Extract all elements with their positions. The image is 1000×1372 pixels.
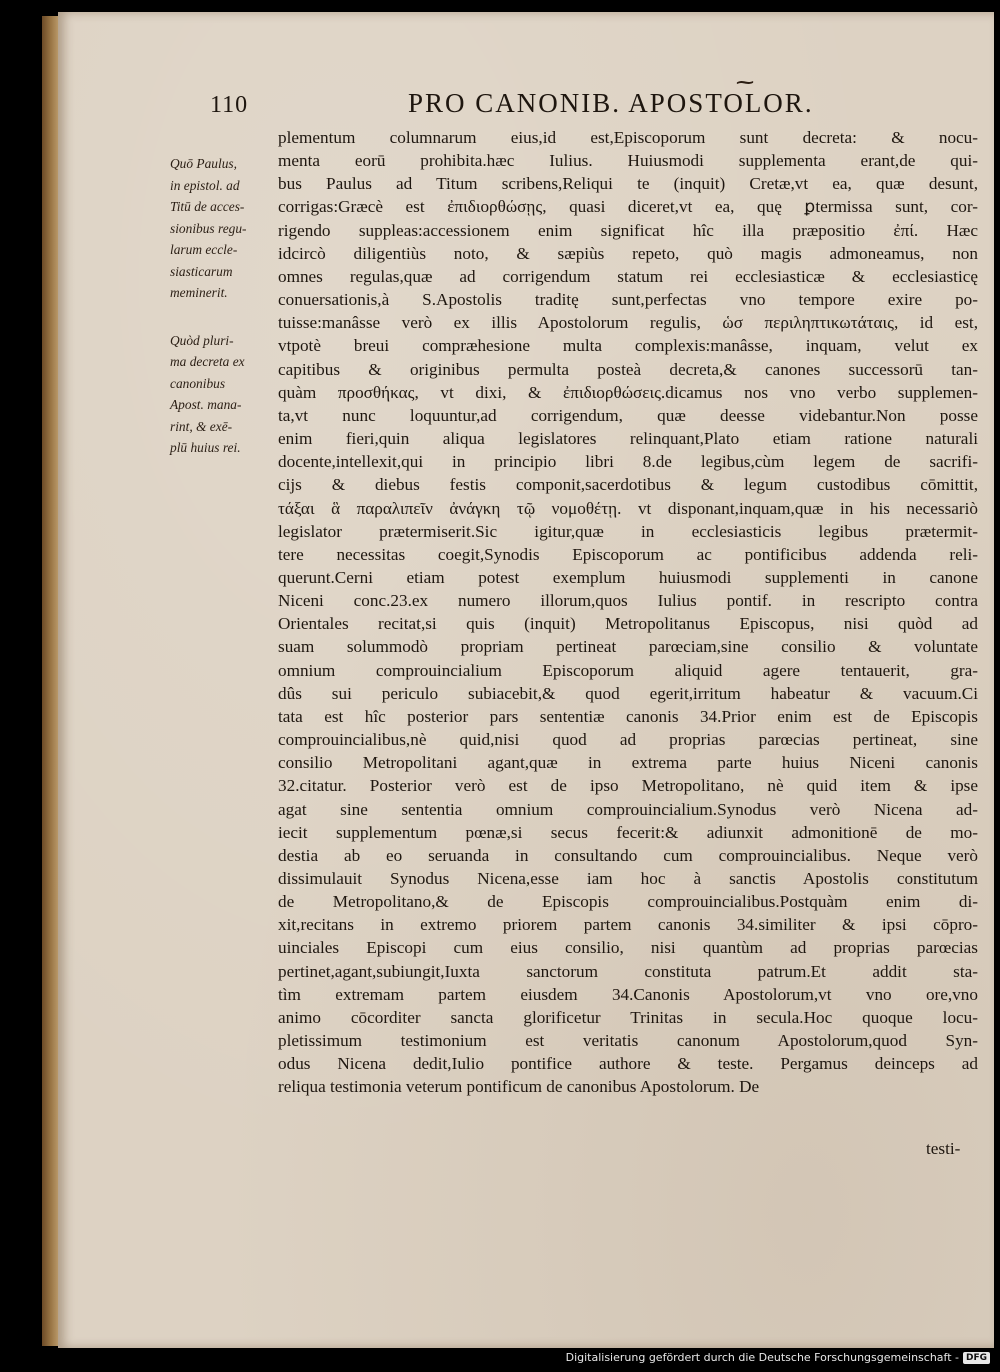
text-line: corrigas:Græcè est ἐπιδιορθώσῃς, quasi diceret,vt ea, quę ꝑtermissa sunt, cor- xyxy=(278,197,978,217)
text-line: odus Nicena dedit,Iulio pontifice authore & teste. Pergamus deinceps ad xyxy=(278,1054,978,1074)
text-line: uinciales Episcopi cum eius consilio, nisi quantùm ad proprias parœcias xyxy=(278,938,978,958)
margin-note-line: Apost. mana- xyxy=(170,397,242,412)
margin-note-line: sionibus regu- xyxy=(170,220,247,236)
text-line: pletissimum testimonium est veritatis canonum Apostolorum,quod Syn- xyxy=(278,1031,978,1051)
text-line: idcircò diligentiùs noto, & sæpiùs repeto, quò magis admoneamus, non xyxy=(278,243,978,263)
text-line: de Metropolitano,& de Episcopis comprouincialibus.Postquàm enim di- xyxy=(278,892,978,912)
text-line: consilio Metropolitani agant,quæ in extrema parte huius Niceni canonis xyxy=(278,753,978,773)
text-line: tere necessitas coegit,Synodis Episcoporum ac pontificibus addenda reli- xyxy=(278,544,978,564)
main-text-block xyxy=(278,126,978,1099)
margin-note-line: siasticarum xyxy=(170,263,233,279)
text-line: cijs & diebus festis componit,sacerdotibus & legum custodibus cōmittit, xyxy=(278,475,978,495)
text-line: comprouincialibus,nè quid,nisi quod ad proprias parœcias pertineat, sine xyxy=(278,730,978,750)
text-line: ta,vt nunc loquuntur,ad corrigendum, quæ deesse videbantur.Non posse xyxy=(278,405,978,425)
text-line: legislator prætermiserit.Sic igitur,quæ in ecclesiasticis legibus prætermit- xyxy=(278,521,978,541)
footer-credit-text: Digitalisierung gefördert durch die Deutsche Forschungsgemeinschaft - xyxy=(565,1351,959,1364)
text-line: vtpotè breui compræhesione multa complexis:manâsse, inquam, velut ex xyxy=(278,336,978,356)
margin-note-line: in epistol. ad xyxy=(170,177,240,193)
text-line: enim fieri,quin aliqua legislatores relinquant,Plato etiam ratione naturali xyxy=(278,429,978,449)
text-line: pertinet,agant,subiungit,Iuxta sanctorum constituta patrum.Et addit sta- xyxy=(278,961,978,981)
margin-note xyxy=(170,330,276,459)
text-line: menta eorū prohibita.hæc Iulius. Huiusmodi supplementa erant,de qui- xyxy=(278,151,978,171)
text-line: agat sine sententia omnium comprouincialium.Synodus verò Nicena ad- xyxy=(278,799,978,819)
text-line: capitibus & originibus permulta posteà decreta,& canones successorū tan- xyxy=(278,359,978,379)
margin-note-line: Quō Paulus, xyxy=(170,156,237,171)
margin-note-line: ma decreta ex xyxy=(170,354,245,369)
text-line: omnes regulas,quæ ad corrigendum statum rei ecclesiasticæ & ecclesiasticę xyxy=(278,266,978,286)
text-line: destia ab eo seruanda in consultando cum comprouincialibus. Neque verò xyxy=(278,845,978,865)
catchword: testi- xyxy=(926,1139,961,1158)
margin-note-line: plū huius rei. xyxy=(170,440,241,455)
text-line: bus Paulus ad Titum scribens,Reliqui te (inquit) Cretæ,vt ea, quæ desunt, xyxy=(278,174,978,194)
text-line: dûs sui periculo subiacebit,& quod egerit,irritum habeatur & vacuum.Ci xyxy=(278,683,978,703)
text-line: docente,intellexit,qui in principio libri 8.de legibus,cùm legem de sacrifi- xyxy=(278,452,978,472)
digitization-footer xyxy=(566,1351,990,1364)
margin-note-line: Titū de acces- xyxy=(170,199,245,214)
running-head: PRO CANONIB. APOSTOLOR. xyxy=(408,88,814,118)
text-line: 32.citatur. Posterior verò est de ipso Metropolitano, nè quid item & ipse xyxy=(278,776,978,796)
text-line: Orientales recitat,si quis (inquit) Metropolitanus Episcopus, nisi quòd ad xyxy=(278,614,978,634)
text-line: xit,recitans in extremo priorem partem canonis 34.similiter & ipsi cōpro- xyxy=(278,915,978,935)
margin-note-line: rint, & exē- xyxy=(170,418,233,434)
text-line: conuersationis,à S.Apostolis traditę sunt,perfectas vno tempore exire po- xyxy=(278,290,978,310)
text-line: tuisse:manâsse verò ex illis Apostolorum regulis, ὡσ περιληπτικωτάταις, id est, xyxy=(278,313,978,333)
margin-note-line: larum eccle- xyxy=(170,242,238,257)
text-line: iecit supplementum pœnæ,si secus fecerit:& adiunxit admonitionē de mo- xyxy=(278,822,978,842)
margin-note-line: Quòd pluri- xyxy=(170,332,234,348)
text-line: quàm προσθήκας, vt dixi, & ἐπιδιορθώσεις.dicamus nos vno verbo supplemen- xyxy=(278,382,978,402)
text-line: reliqua testimonia veterum pontificum de canonibus Apostolorum. De xyxy=(278,1077,760,1097)
text-line: querunt.Cerni etiam potest exemplum huiusmodi supplementi in canone xyxy=(278,567,978,587)
text-line: dissimulauit Synodus Nicena,esse iam hoc à sanctis Apostolis constitutum xyxy=(278,869,978,888)
text-line: tìm extremam partem eiusdem 34.Canonis Apostolorum,vt vno ore,vno xyxy=(278,984,978,1004)
margin-note xyxy=(170,153,276,304)
ornament-mark: ⁓ xyxy=(736,72,754,93)
text-line: rigendo suppleas:accessionem enim significat hîc illa præpositio ἐπί. Hæc xyxy=(278,220,978,240)
text-line: animo cōcorditer sancta glorificetur Trinitas in secula.Hoc quoque locu- xyxy=(278,1007,978,1027)
text-line: Niceni conc.23.ex numero illorum,quos Iulius pontif. in rescripto contra xyxy=(278,591,978,611)
text-line: plementum columnarum eius,id est,Episcoporum sunt decreta: & nocu- xyxy=(278,128,978,147)
text-line: suam solummodò propriam pertineat parœciam,sine consilio & voluntate xyxy=(278,637,978,657)
marginal-notes xyxy=(170,153,276,485)
text-line: τάξαι ἃ παραλιπεῖν ἀνάγκη τῷ νομοθέτῃ. vt disponant,inquam,quæ in his necessariò xyxy=(278,498,978,518)
dfg-logo: DFG xyxy=(963,1352,990,1364)
margin-note-line: meminerit. xyxy=(170,285,228,300)
text-line: omnium comprouincialium Episcoporum aliquid agere tentauerit, gra- xyxy=(278,660,978,680)
page-number: 110 xyxy=(210,92,249,118)
margin-note-line: canonibus xyxy=(170,375,226,391)
text-line: tata est hîc posterior pars sententiæ canonis 34.Prior enim est de Episcopis xyxy=(278,706,978,726)
